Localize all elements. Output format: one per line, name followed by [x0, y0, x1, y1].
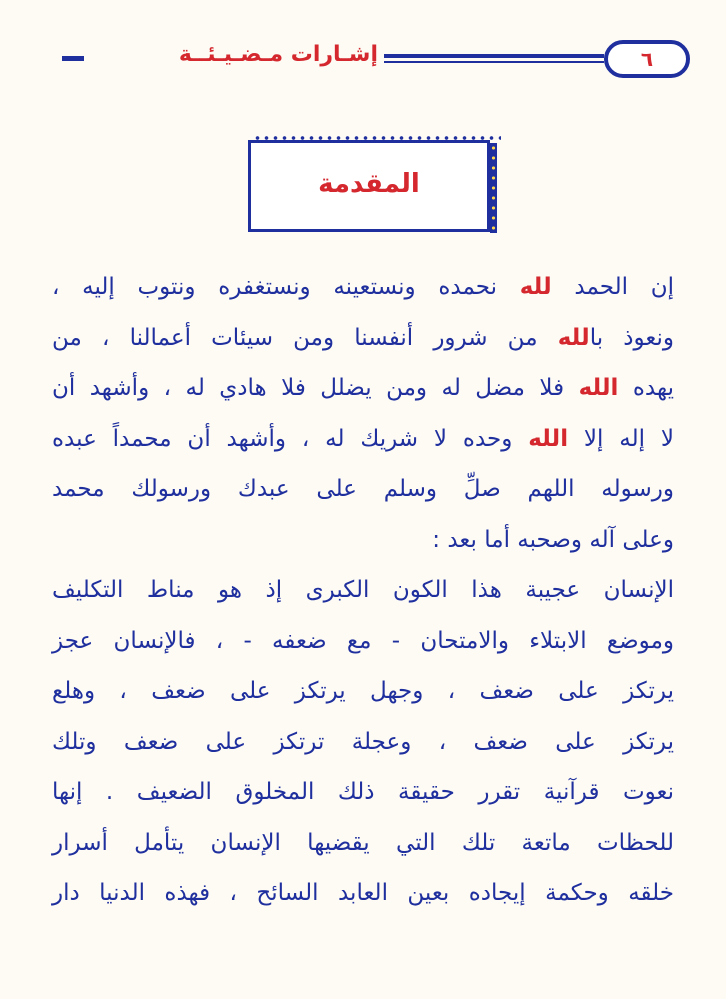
- divine-name: لله: [557, 324, 590, 351]
- divine-name: الله: [528, 425, 569, 452]
- header-rule-right-thin: [384, 61, 604, 63]
- divine-name: الله: [578, 375, 619, 401]
- text-line: وعلى آله وصحبه أما بعد :: [432, 526, 674, 553]
- text-line: الإنسان عجيبة هذا الكون الكبرى إذ هو مناط التكليف: [52, 577, 674, 603]
- divine-name: لله: [519, 274, 552, 300]
- book-title: إشـارات مـضـيـئــة: [178, 42, 378, 67]
- text-line: ونعوذ بالله من شرور أنفسنا ومن سيئات أعمالنا ، من: [52, 324, 675, 351]
- text-line: وموضع الابتلاء والامتحان - مع ضعفه - ، فالإنسان عجز: [52, 627, 674, 654]
- header-rule-right: [384, 54, 604, 58]
- page-header: [50, 40, 690, 84]
- section-title: المقدمة: [318, 169, 420, 199]
- body-text: [52, 262, 674, 919]
- text-line: لا إله إلا الله وحده لا شريك له ، وأشهد أن محمداً عبده: [52, 425, 674, 452]
- text-line: يرتكز على ضعف ، وجهل يرتكز على ضعف ، وهلع: [52, 678, 674, 704]
- text-line: نعوت قرآنية تقرر حقيقة ذلك المخلوق الضعيف . إنها: [52, 779, 674, 805]
- text-line: يهده الله فلا مضل له ومن يضلل فلا هادي له ، وأشهد أن: [52, 375, 675, 401]
- header-rule-left: [62, 56, 84, 61]
- text-line: ورسوله اللهم صلِّ وسلم على عبدك ورسولك محمد: [52, 476, 674, 502]
- decorative-dots-right: [490, 143, 497, 233]
- text-line: للحظات ماتعة تلك التي يقضيها الإنسان يتأمل أسرار: [52, 829, 674, 856]
- page-number: ٦: [604, 40, 690, 78]
- text-line: يرتكز على ضعف ، وعجلة ترتكز على ضعف وتلك: [52, 728, 674, 755]
- text-line: إن الحمد لله نحمده ونستعينه ونستغفره ونتوب إليه ،: [52, 274, 674, 300]
- decorative-dots-top: [253, 135, 501, 141]
- section-title-box: [248, 140, 490, 232]
- text-line: خلقه وحكمة إيجاده بعين العابد السائح ، فهذه الدنيا دار: [52, 880, 674, 906]
